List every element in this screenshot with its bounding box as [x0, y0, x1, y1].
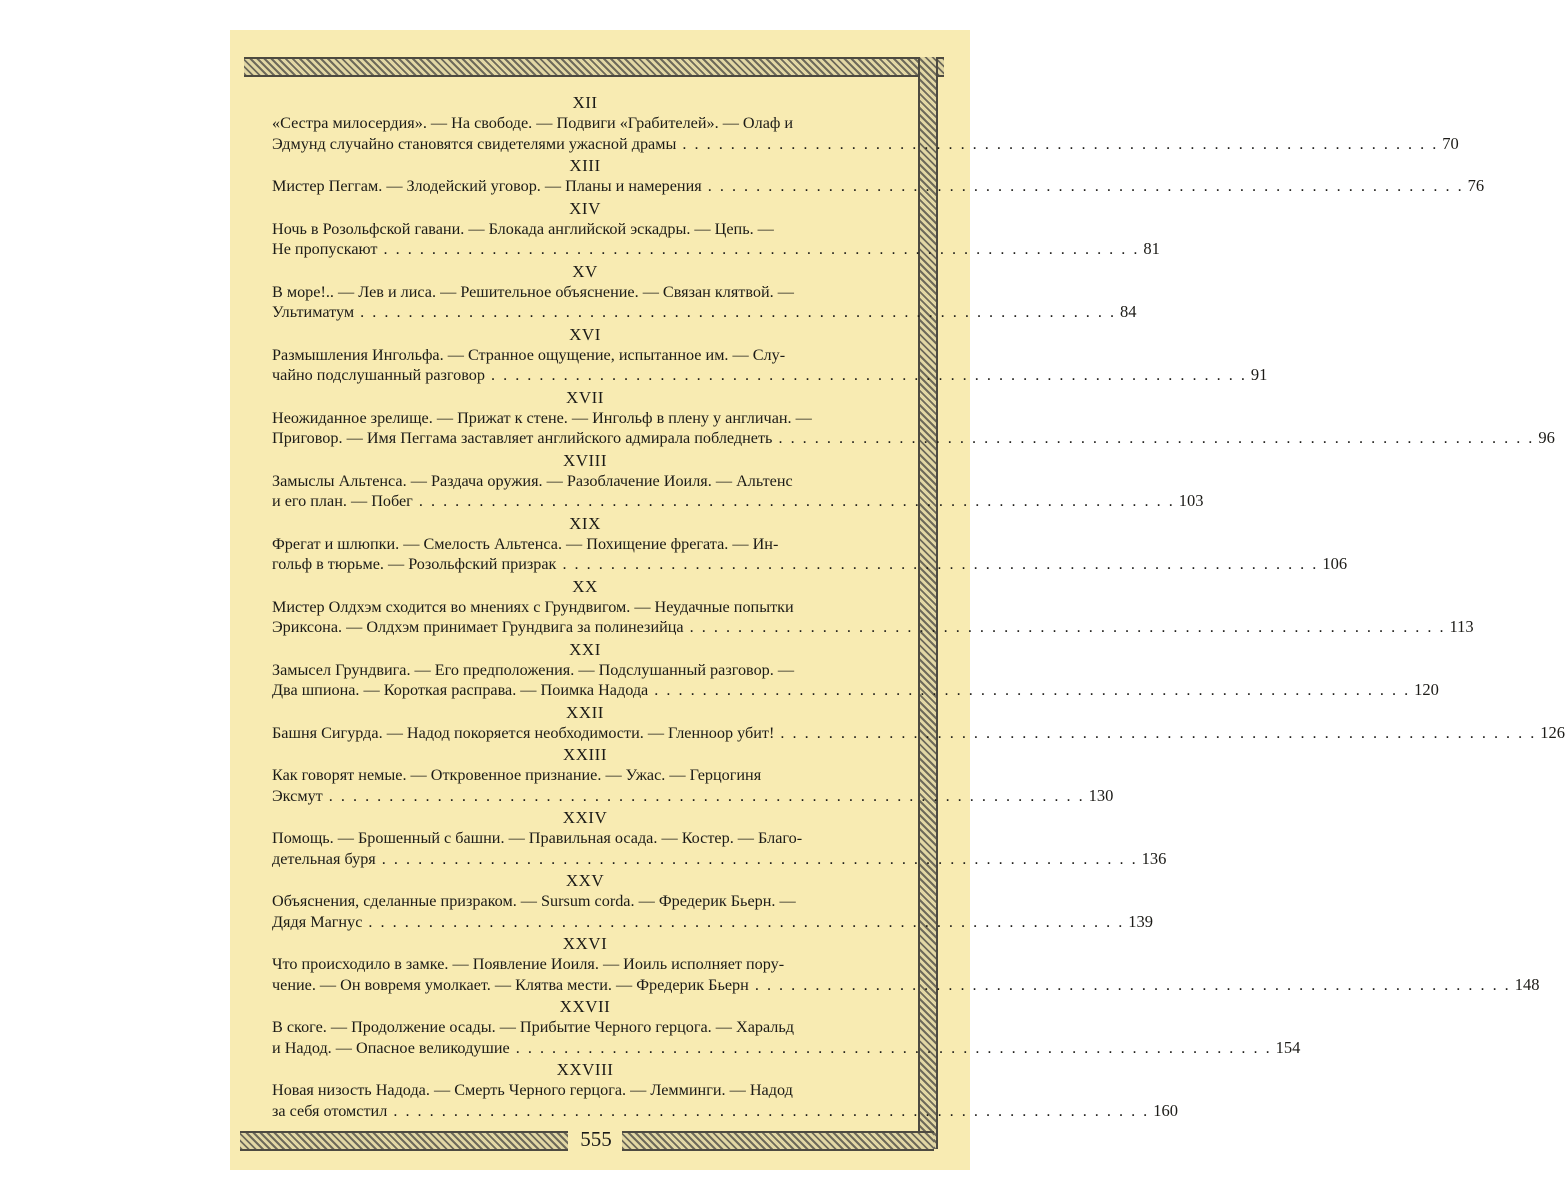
ornamental-border-bottom-right [622, 1131, 934, 1151]
summary-line: Два шпиона. — Короткая расправа. — Поимка Надода . . . [272, 680, 1410, 701]
toc-entry[interactable] [272, 1017, 1301, 1058]
summary-line: Замыслы Альтенса. — Раздача оружия. — Разоблачение Иоиля. — Альтенс [272, 471, 793, 490]
summary-line: гольф в тюрьме. — Розольфский призрак . . . [272, 554, 1318, 575]
toc-entry[interactable] [272, 534, 1348, 575]
toc-chapter [272, 808, 1167, 869]
chapter-number: XXII [566, 702, 604, 722]
toc-entry[interactable] [272, 722, 1565, 744]
summary-line: за себя отомстил . . . [272, 1101, 1149, 1122]
summary-line: Приговор. — Имя Пеггама заставляет английского адмирала побледнеть . . . [272, 428, 1534, 449]
page-ref: 91 [1250, 365, 1268, 384]
summary-line: и Надод. — Опасное великодушие . . . [272, 1038, 1272, 1059]
summary-line: Новая низость Надода. — Смерть Черного герцога. — Лемминги. — Надод [272, 1081, 793, 1099]
toc-entry[interactable] [272, 471, 1204, 512]
chapter-number: XIV [569, 198, 601, 218]
toc-chapter [272, 639, 1439, 701]
summary-line: Замысел Грундвига. — Его предположения. — Подслушанный разговор. — [272, 660, 795, 679]
page-ref: 136 [1141, 848, 1167, 868]
summary-line: и его план. — Побег . . . [272, 491, 1175, 512]
toc-entry[interactable] [272, 891, 1154, 932]
summary-line: Помощь. — Брошенный с башни. — Правильная осада. — Костер. — Благо- [272, 829, 803, 847]
toc-chapter [272, 450, 1204, 512]
chapter-number: XV [572, 261, 598, 281]
chapter-number: XXVI [562, 934, 608, 953]
toc-chapter [272, 576, 1474, 638]
chapter-summary [272, 1080, 1153, 1121]
chapter-number: XXV [565, 871, 605, 890]
chapter-summary [272, 471, 1179, 512]
chapter-summary [272, 954, 1515, 995]
page-ref: 106 [1322, 554, 1348, 573]
chapter-summary [272, 282, 1120, 323]
summary-line: Фрегат и шлюпки. — Смелость Альтенса. — Похищение фрегата. — Ин- [272, 534, 779, 553]
chapter-summary [272, 765, 1089, 806]
toc-entry[interactable] [272, 1080, 1178, 1121]
summary-line: «Сестра милосердия». — На свободе. — Подвиги «Грабителей». — Олаф и [272, 114, 794, 132]
toc-chapter [272, 934, 1540, 995]
toc-chapter [272, 513, 1348, 575]
toc-chapter [272, 93, 1459, 154]
toc-entry[interactable] [272, 219, 1160, 260]
chapter-summary [272, 345, 1251, 386]
page-number: 555 [580, 1127, 612, 1151]
chapter-summary [272, 891, 1128, 932]
summary-line: Ночь в Розольфской гавани. — Блокада английской эскадры. — Цепь. — [272, 219, 774, 238]
summary-line: Как говорят немые. — Откровенное признание. — Ужас. — Герцогиня [272, 766, 762, 784]
toc-chapter [272, 387, 1555, 449]
summary-line: В море!.. — Лев и лиса. — Решительное объяснение. — Связан клятвой. — [272, 282, 794, 301]
page-ref: 139 [1128, 911, 1154, 931]
chapter-number: XXI [569, 639, 601, 659]
summary-line: чайно подслушанный разговор . . . [272, 365, 1247, 386]
toc-chapter [272, 261, 1137, 323]
chapter-number: XXVII [559, 997, 611, 1016]
chapter-number: XXIII [562, 745, 608, 764]
summary-line: Мистер Пеггам. — Злодейский уговор. — Планы и намерения . . . [272, 176, 1464, 197]
ornamental-border-bottom-left [240, 1131, 568, 1151]
ornamental-border-top [244, 57, 944, 77]
chapter-number: XIII [569, 156, 601, 175]
summary-line: Эксмут . . . [272, 786, 1085, 807]
chapter-number: XVII [566, 387, 604, 407]
toc-entry[interactable] [272, 597, 1474, 638]
toc-entry[interactable] [272, 954, 1540, 995]
summary-line: Эдмунд случайно становятся свидетелями ужасной драмы . . . [272, 134, 1438, 155]
toc-chapter [272, 156, 1485, 197]
chapter-number: XIX [569, 513, 601, 533]
toc-entry[interactable] [272, 113, 1459, 154]
chapter-summary [272, 219, 1143, 260]
toc-entry[interactable] [272, 828, 1167, 869]
toc-chapter [272, 871, 1154, 932]
toc-chapter [272, 198, 1160, 260]
summary-line: Ультиматум . . . [272, 302, 1116, 323]
page-ref: 160 [1153, 1100, 1178, 1120]
chapter-number: XVI [569, 324, 601, 344]
chapter-number: XVIII [562, 450, 608, 470]
summary-line: Неожиданное зрелище. — Прижат к стене. — Ингольф в плену у англичан. — [272, 408, 812, 427]
toc-chapter [272, 702, 1565, 744]
page-ref: 113 [1449, 617, 1474, 636]
summary-line: Башня Сигурда. — Надод покоряется необходимости. — Гленноор убит! . . . [272, 723, 1536, 744]
page-ref: 81 [1143, 239, 1160, 258]
summary-line: В скоге. — Продолжение осады. — Прибытие Черного герцога. — Харальд [272, 1018, 794, 1036]
chapter-summary [272, 113, 1442, 154]
page-ref: 130 [1088, 785, 1114, 805]
chapter-summary [272, 597, 1450, 638]
toc-entry[interactable] [272, 765, 1114, 806]
chapter-summary [272, 176, 1468, 197]
page-ref: 70 [1442, 133, 1459, 153]
page-ref: 84 [1120, 302, 1137, 321]
chapter-number: XXIV [562, 808, 608, 827]
toc-chapter [272, 745, 1114, 806]
toc-chapter [272, 997, 1301, 1058]
chapter-summary [272, 723, 1540, 744]
chapter-summary [272, 1017, 1276, 1058]
chapter-summary [272, 534, 1322, 575]
toc-entry[interactable] [272, 408, 1555, 449]
page-ref: 120 [1414, 680, 1439, 699]
chapter-number: XXVIII [556, 1060, 614, 1079]
toc-chapter [272, 1060, 1178, 1121]
toc-chapter [272, 324, 1268, 386]
summary-line: Размышления Ингольфа. — Странное ощущение, испытанное им. — Слу- [272, 345, 786, 364]
chapter-summary [272, 828, 1142, 869]
summary-line: Объяснения, сделанные призраком. — Sursum corda. — Фредерик Бьерн. — [272, 892, 796, 910]
page-ref: 76 [1467, 176, 1485, 195]
chapter-number: XX [572, 576, 598, 596]
toc-entry[interactable] [272, 176, 1485, 197]
page-ref: 148 [1514, 974, 1540, 994]
summary-line: Дядя Магнус . . . [272, 912, 1124, 933]
toc-entry[interactable] [272, 345, 1268, 386]
page-ref: 96 [1538, 428, 1555, 447]
summary-line: Эриксона. — Олдхэм принимает Грундвига за полинезийца . . . [272, 617, 1446, 638]
page-ref: 154 [1275, 1037, 1301, 1057]
chapter-number: XII [572, 93, 598, 112]
summary-line: Не пропускают . . . [272, 239, 1139, 260]
toc-entry[interactable] [272, 660, 1439, 701]
page-ref: 126 [1540, 722, 1565, 742]
toc-entry[interactable] [272, 282, 1137, 323]
summary-line: Мистер Олдхэм сходится во мнениях с Грундвигом. — Неудачные попытки [272, 597, 794, 616]
summary-line: чение. — Он вовремя умолкает. — Клятва мести. — Фредерик Бьерн . . . [272, 975, 1511, 996]
table-of-contents [272, 93, 1565, 1123]
chapter-summary [272, 408, 1538, 449]
chapter-summary [272, 660, 1414, 701]
summary-line: Что происходило в замке. — Появление Иоиля. — Иоиль исполняет пору- [272, 955, 785, 973]
page-ref: 103 [1178, 491, 1204, 510]
summary-line: детельная буря . . . [272, 849, 1138, 870]
